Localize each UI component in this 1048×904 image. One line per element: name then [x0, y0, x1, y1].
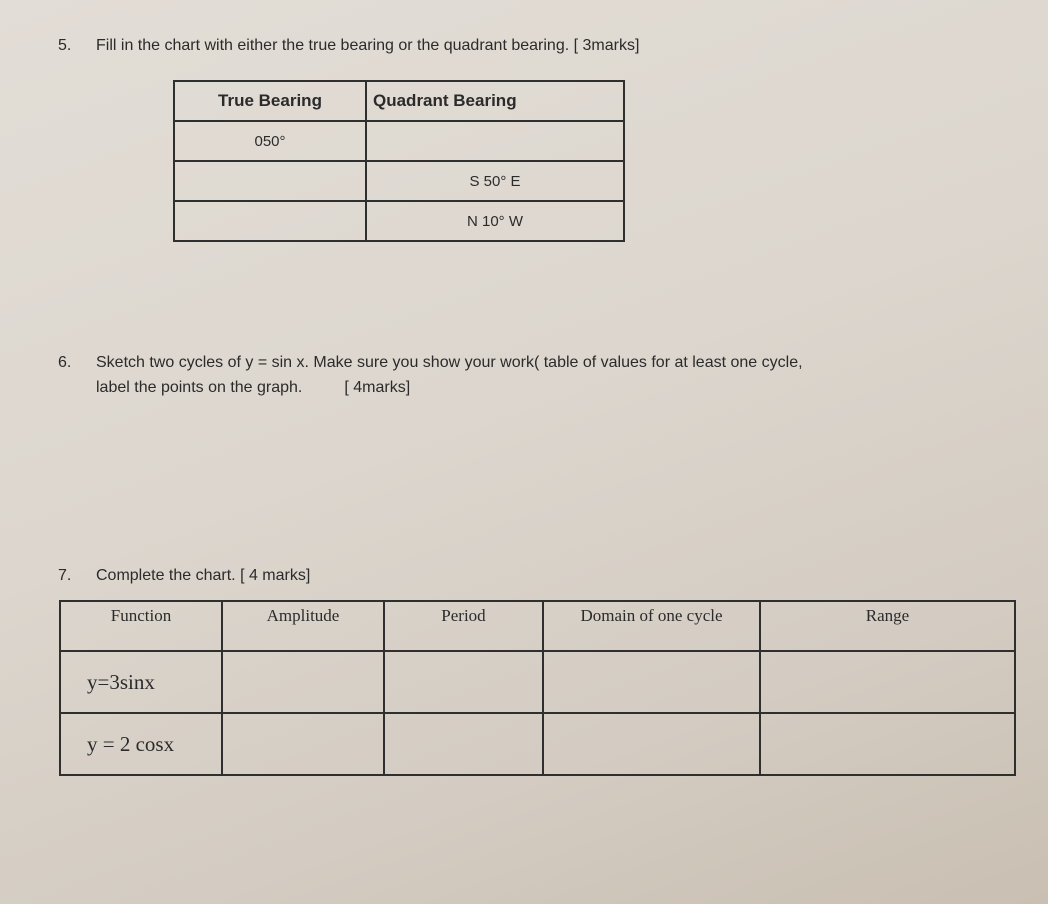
- question-7-number: 7.: [58, 567, 72, 584]
- function-cell: y=3sinx: [60, 651, 222, 713]
- question-7: [58, 564, 310, 588]
- question-6-line-1: Sketch two cycles of y = sin x. Make sure you show your work( table of values for at least one cycle,: [96, 354, 803, 371]
- amplitude-cell[interactable]: [222, 651, 384, 713]
- header-quadrant-bearing: Quadrant Bearing: [366, 81, 624, 121]
- true-bearing-cell[interactable]: [174, 161, 366, 201]
- question-7-prompt: Complete the chart. [ 4 marks]: [96, 567, 311, 584]
- question-6-marks: [ 4marks]: [344, 379, 411, 396]
- header-function: Function: [60, 601, 222, 651]
- question-5-number: 5.: [58, 37, 72, 54]
- quadrant-bearing-cell[interactable]: [366, 121, 624, 161]
- question-6-number: 6.: [58, 354, 72, 371]
- range-cell[interactable]: [760, 713, 1015, 775]
- function-table: [59, 600, 1016, 776]
- header-amplitude: Amplitude: [222, 601, 384, 651]
- header-period: Period: [384, 601, 543, 651]
- bearing-table: [173, 80, 625, 242]
- quadrant-bearing-cell[interactable]: S 50° E: [366, 161, 624, 201]
- function-table-row: [60, 651, 1015, 713]
- bearing-table-header-row: [174, 81, 624, 121]
- function-cell: y = 2 cosx: [60, 713, 222, 775]
- domain-cell[interactable]: [543, 713, 760, 775]
- question-6: [58, 350, 803, 400]
- header-true-bearing: True Bearing: [174, 81, 366, 121]
- bearing-table-row: [174, 161, 624, 201]
- question-6-line-2: label the points on the graph.: [96, 379, 303, 396]
- function-table-header-row: [60, 601, 1015, 651]
- period-cell[interactable]: [384, 651, 543, 713]
- amplitude-cell[interactable]: [222, 713, 384, 775]
- quadrant-bearing-cell[interactable]: N 10° W: [366, 201, 624, 241]
- domain-cell[interactable]: [543, 651, 760, 713]
- bearing-table-row: [174, 201, 624, 241]
- bearing-table-row: [174, 121, 624, 161]
- range-cell[interactable]: [760, 651, 1015, 713]
- function-table-row: [60, 713, 1015, 775]
- true-bearing-cell[interactable]: 050°: [174, 121, 366, 161]
- header-domain: Domain of one cycle: [543, 601, 760, 651]
- question-5: [58, 34, 639, 58]
- question-5-prompt: Fill in the chart with either the true bearing or the quadrant bearing. [ 3marks]: [96, 37, 640, 54]
- true-bearing-cell[interactable]: [174, 201, 366, 241]
- header-range: Range: [760, 601, 1015, 651]
- period-cell[interactable]: [384, 713, 543, 775]
